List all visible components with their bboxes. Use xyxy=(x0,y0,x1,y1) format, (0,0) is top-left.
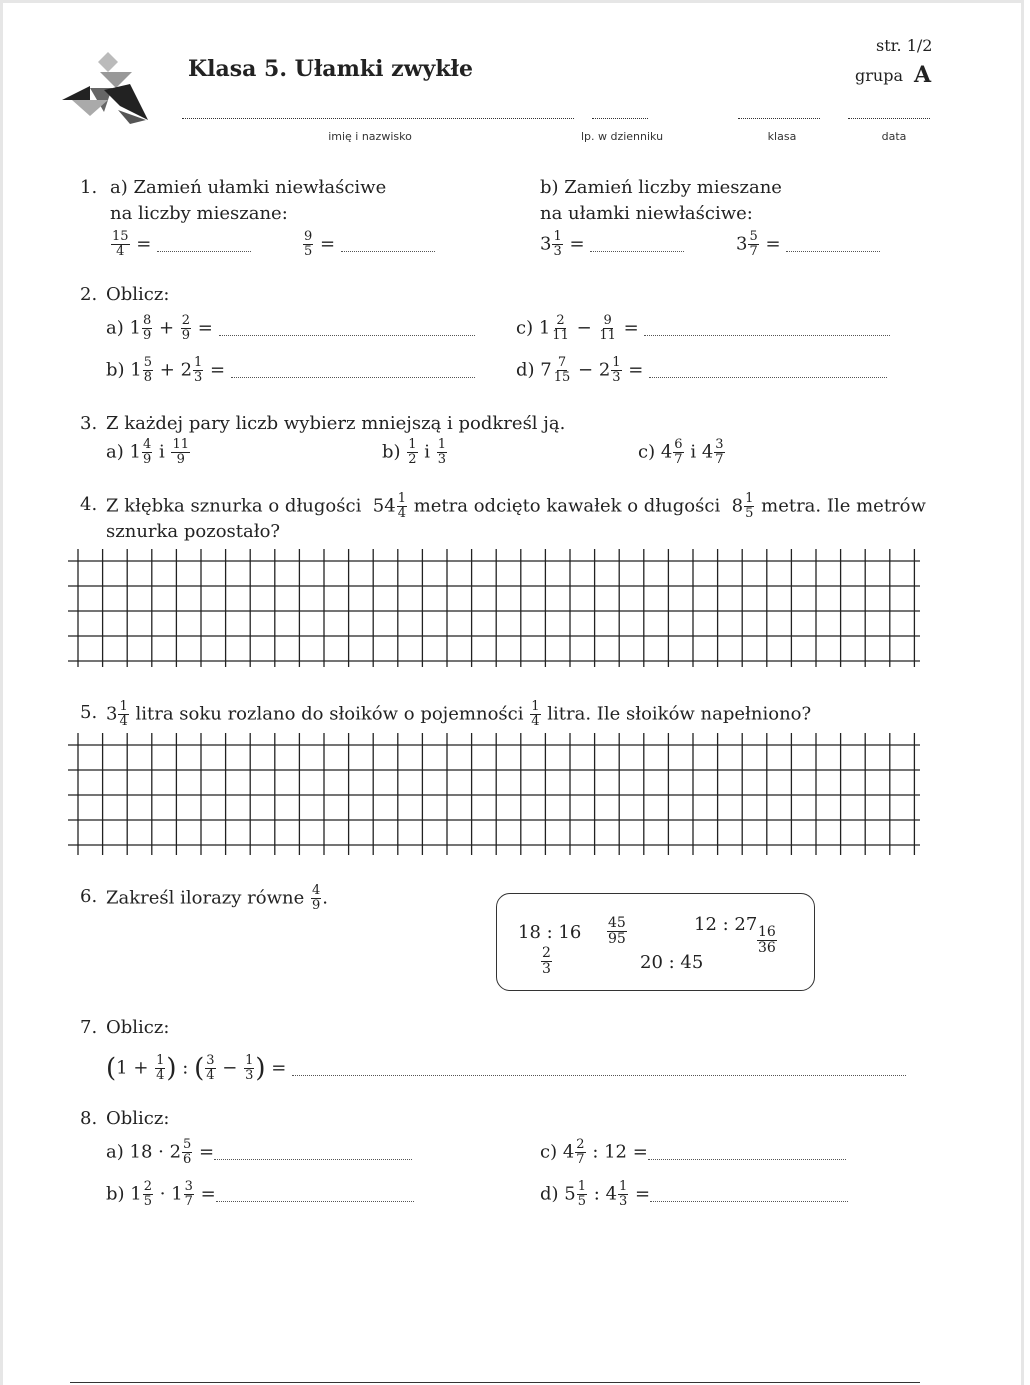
q1-item-4: 3 $\frac{5}{7}$ = xyxy=(736,230,880,259)
answer-line[interactable] xyxy=(216,1187,414,1202)
q2-c: c) 1 $\frac{2}{11}$ − $\frac{9}{11}$ = xyxy=(516,314,890,343)
q7-text: Oblicz: xyxy=(106,1017,170,1038)
q3-c: c) 4 $\frac{6}{7}$ i 4 $\frac{3}{7}$ xyxy=(638,437,724,467)
date-caption: data xyxy=(881,130,907,143)
q1-number: 1. xyxy=(80,177,98,198)
q1-item-1: $\frac{15}{4}$ = xyxy=(110,230,251,259)
q4-text: Z kłębka sznurka o długości 54 $\frac{1}{4}$ metra odcięto kawałek o długości 8 $\frac{1}{5}$ metra. Ile metrów xyxy=(106,491,926,521)
answer-line[interactable] xyxy=(786,237,880,252)
q7-expression: (1 + $\frac{1}{4}$ ) : ( $\frac{3}{4}$ − $\frac{1}{3}$ ) = xyxy=(106,1054,906,1083)
answer-line[interactable] xyxy=(648,1145,846,1160)
q1-b-text: b) Zamień liczby mieszane xyxy=(540,177,782,198)
answer-line[interactable] xyxy=(292,1061,906,1076)
q2-number: 2. xyxy=(80,284,98,305)
answer-line[interactable] xyxy=(157,237,251,252)
fraction-2-3[interactable]: $\frac{2}{3}$ xyxy=(542,945,551,977)
q1-b-text2: na ułamki niewłaściwe: xyxy=(540,203,753,224)
date-field[interactable] xyxy=(848,118,930,119)
q8-number: 8. xyxy=(80,1108,98,1129)
q1-item-3: 3 $\frac{1}{3}$ = xyxy=(540,230,684,259)
fraction-45-95[interactable]: $\frac{45}{95}$ xyxy=(608,915,626,947)
quotient-18-16[interactable]: 18 : 16 xyxy=(518,922,582,943)
q4-text2: sznurka pozostało? xyxy=(106,521,281,542)
q1-a-text: a) Zamień ułamki niewłaściwe xyxy=(110,177,387,198)
answer-line[interactable] xyxy=(219,321,475,336)
register-number-caption: lp. w dzienniku xyxy=(580,130,664,143)
class-field[interactable] xyxy=(738,118,820,119)
answer-line[interactable] xyxy=(231,363,475,378)
q3-number: 3. xyxy=(80,413,98,434)
q4-number: 4. xyxy=(80,494,98,515)
footer-line xyxy=(70,1382,920,1383)
answer-line[interactable] xyxy=(214,1145,412,1160)
q2-text: Oblicz: xyxy=(106,284,170,305)
answer-line[interactable] xyxy=(590,237,684,252)
q8-b: b) 1 $\frac{2}{5}$ · 1 $\frac{3}{7}$ = xyxy=(106,1180,414,1209)
q2-b: b) 1 $\frac{5}{8}$ + 2 $\frac{1}{3}$ = xyxy=(106,356,475,385)
q6-number: 6. xyxy=(80,886,98,907)
answer-line[interactable] xyxy=(649,363,887,378)
q8-text: Oblicz: xyxy=(106,1108,170,1129)
answer-line[interactable] xyxy=(644,321,890,336)
q4-answer-grid[interactable] xyxy=(68,549,922,669)
q8-c: c) 4 $\frac{2}{7}$ : 12 = xyxy=(540,1138,846,1167)
q1-a-text2: na liczby mieszane: xyxy=(110,203,288,224)
q3-b: b) $\frac{1}{2}$ i $\frac{1}{3}$ xyxy=(382,437,447,467)
q1-item-2: $\frac{9}{5}$ = xyxy=(302,230,435,259)
q2-a: a) 1 $\frac{8}{9}$ + $\frac{2}{9}$ = xyxy=(106,314,475,343)
q8-d: d) 5 $\frac{1}{5}$ : 4 $\frac{1}{3}$ = xyxy=(540,1180,848,1209)
q5-answer-grid[interactable] xyxy=(68,733,922,857)
answer-line[interactable] xyxy=(341,237,435,252)
page-title: Klasa 5. Ułamki zwykłe xyxy=(188,56,474,82)
q7-number: 7. xyxy=(80,1017,98,1038)
register-number-field[interactable] xyxy=(592,118,648,119)
group-value: A xyxy=(914,62,932,88)
q3-text: Z każdej pary liczb wybierz mniejszą i podkreśl ją. xyxy=(106,413,566,434)
group-label: grupa xyxy=(855,66,903,85)
tangram-logo xyxy=(60,50,152,128)
answer-line[interactable] xyxy=(650,1187,848,1202)
q6-text: Zakreśl ilorazy równe $\frac{4}{9}$ . xyxy=(106,883,329,913)
name-field-caption: imię i nazwisko xyxy=(328,130,412,143)
q8-a: a) 18 · 2 $\frac{5}{6}$ = xyxy=(106,1138,412,1167)
page-number: str. 1/2 xyxy=(876,36,933,55)
q3-a: a) 1 $\frac{4}{9}$ i $\frac{11}{9}$ xyxy=(106,437,190,467)
q2-d: d) 7 $\frac{7}{15}$ − 2 $\frac{1}{3}$ = xyxy=(516,356,887,385)
q5-text: 3 $\frac{1}{4}$ litra soku rozlano do słoików o pojemności $\frac{1}{4}$ litra. Ile słoików napełniono? xyxy=(106,699,812,729)
quotient-12-27[interactable]: 12 : 27 xyxy=(694,914,758,935)
fraction-16-36[interactable]: $\frac{16}{36}$ xyxy=(758,924,776,956)
name-field[interactable] xyxy=(182,118,574,119)
q5-number: 5. xyxy=(80,702,98,723)
class-caption: klasa xyxy=(767,130,797,143)
quotient-20-45[interactable]: 20 : 45 xyxy=(640,952,704,973)
